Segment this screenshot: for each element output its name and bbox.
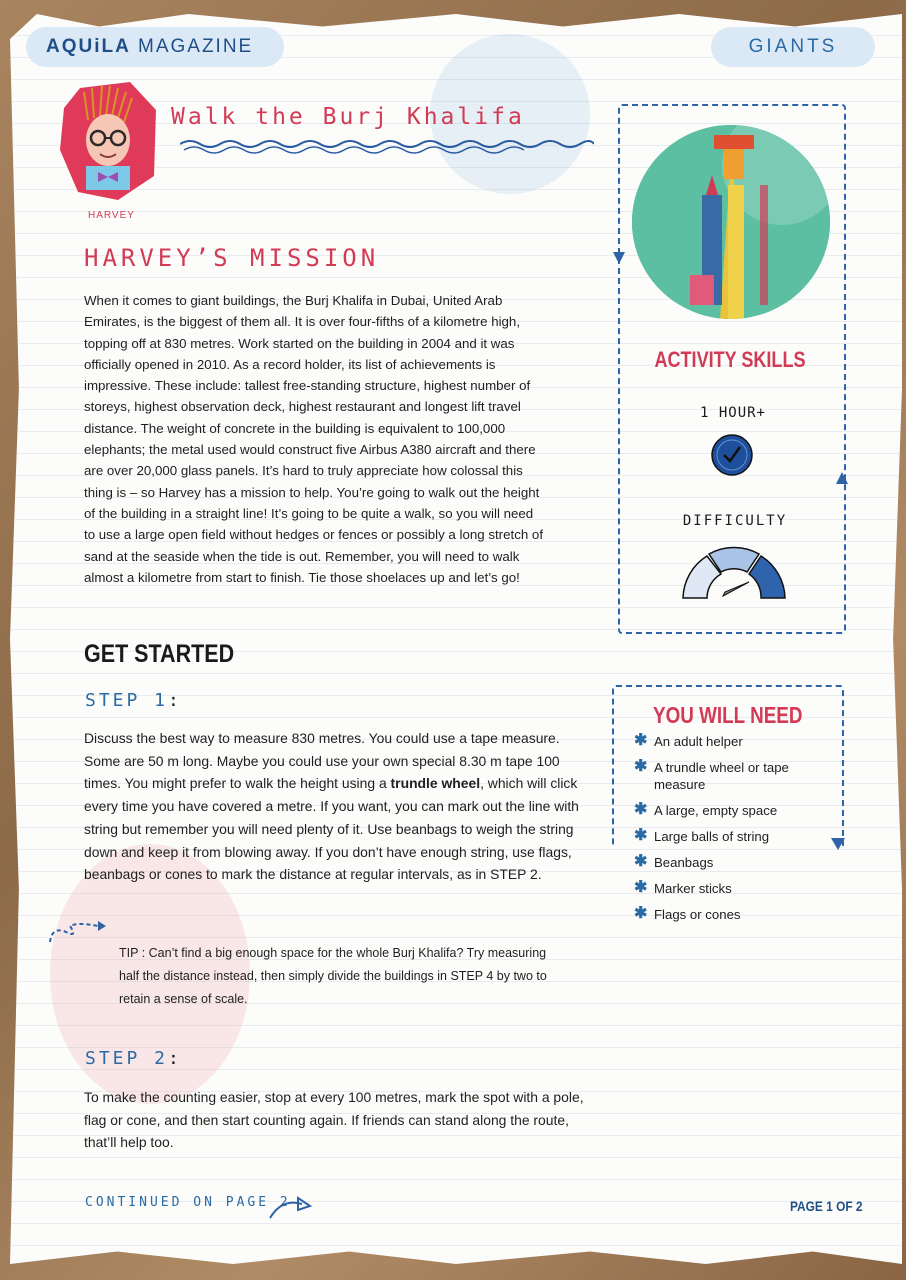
page-title: Walk the Burj Khalifa xyxy=(171,104,525,130)
time-required: 1 HOUR+ xyxy=(699,405,766,421)
list-item xyxy=(634,802,834,819)
list-item xyxy=(634,854,834,871)
dashed-arrow xyxy=(48,918,110,948)
mission-text: When it comes to giant buildings, the Burj Khalifa in Dubai, United Arab Emirates, is the biggest of them all. It is over four-fifths of a kilometre high, topping off at 830 metres. Work started on the building in 2004 and it was officially opened in 2010. As a record holder, its list of achievements is impressive. These include: tallest free-standing structure, highest number of storeys, highest observation deck, highest restaurant and longest lift travel distance. The weight of concrete in the building is equivalent to 100,000 elephants; the metal used would construct five Airbus A380 aircraft and there are over 20,000 glass panels. It’s hard to truly appreciate how colossal this thing is – so Harvey has a mission to help. You’re going to walk out the height of the building in a straight line! It’s going to be quite a walk, so you will need to use a large open field without hedges or fences or possibly a long stretch of sand at the seaside when the tide is out. Remember, you will need to walk almost a kilometre from start to finish. Tie those shoelaces up and let’s go! xyxy=(84,293,544,585)
asterisk-icon: ✱ xyxy=(634,905,648,922)
asterisk-icon: ✱ xyxy=(634,732,648,749)
list-item-text: A trundle wheel or tape measure xyxy=(654,760,789,792)
brand-name: AQUiLA xyxy=(46,36,131,57)
step2-text: To make the counting easier, stop at every 100 metres, mark the spot with a pole, flag or cone, and then start counting again. If friends can stand along the route, that’ll help too. xyxy=(84,1089,584,1151)
mission-heading: HARVEY’S MISSION xyxy=(84,244,380,272)
step2-label: STEP 2 xyxy=(85,1048,169,1069)
step1-heading xyxy=(85,690,182,711)
harvey-avatar xyxy=(58,80,158,221)
list-item-text: Large balls of string xyxy=(654,829,770,844)
list-item xyxy=(634,828,834,845)
asterisk-icon: ✱ xyxy=(634,758,648,775)
burj-illustration xyxy=(632,125,830,319)
character-name: HARVEY xyxy=(88,210,135,221)
needs-list xyxy=(634,733,834,932)
asterisk-icon: ✱ xyxy=(634,853,648,870)
tip-text: TIP : Can’t find a big enough space for the whole Burj Khalifa? Try measuring half the distance instead, then simply divide the buildings in STEP 4 by two to retain a sense of scale. xyxy=(119,946,547,1006)
you-will-need-heading: YOU WILL NEED xyxy=(653,702,803,728)
list-item-text: Marker sticks xyxy=(654,881,732,896)
step1-colon: : xyxy=(168,690,182,711)
magazine-brand xyxy=(26,27,284,67)
difficulty-gauge xyxy=(677,540,791,604)
step1-text-bold: trundle wheel xyxy=(390,775,481,792)
section-name: GIANTS xyxy=(748,36,838,57)
section-label xyxy=(711,27,875,67)
list-item-text: Flags or cones xyxy=(654,907,741,922)
clock-icon xyxy=(708,432,756,478)
page-number: PAGE 1 OF 2 xyxy=(790,1198,863,1214)
list-item-text: A large, empty space xyxy=(654,803,778,818)
brand-magazine: MAGAZINE xyxy=(138,36,254,57)
step1-text-a: Discuss the best way to measure 830 metres. You could use a tape measure. Some are 50 m long. Maybe you could use your own special 8.30 m tape 100 times. You might prefer to walk the height using a xyxy=(84,730,560,792)
asterisk-icon: ✱ xyxy=(634,801,648,818)
list-item-text: An adult helper xyxy=(654,734,743,749)
arrow-down-icon xyxy=(611,250,627,266)
step1-label: STEP 1 xyxy=(85,690,169,711)
asterisk-icon: ✱ xyxy=(634,879,648,896)
arrow-icon xyxy=(268,1194,314,1222)
wavy-underline xyxy=(180,136,594,154)
step1-text xyxy=(84,727,599,886)
step2-heading xyxy=(85,1048,182,1069)
step2-colon: : xyxy=(168,1048,182,1069)
step1-text-b: , which will click every time you have covered a metre. If you want, you can mark out the line with string but remember you will need plenty of it. Use beanbags to weigh the string down and keep it from blowing away. If you don’t have enough string, use flags, beanbags or cones to mark the distance at regular intervals, as in STEP 2. xyxy=(84,775,579,883)
list-item xyxy=(634,759,834,793)
list-item-text: Beanbags xyxy=(654,855,714,870)
arrow-up-icon xyxy=(834,470,850,486)
list-item xyxy=(634,733,834,750)
list-item xyxy=(634,880,834,897)
asterisk-icon: ✱ xyxy=(634,827,648,844)
activity-skills-heading: ACTIVITY SKILLS xyxy=(654,347,806,372)
difficulty-label: DIFFICULTY xyxy=(682,513,788,529)
continued-link[interactable]: CONTINUED ON PAGE 2 xyxy=(85,1195,291,1210)
list-item xyxy=(634,906,834,923)
get-started-heading: GET STARTED xyxy=(84,640,235,668)
